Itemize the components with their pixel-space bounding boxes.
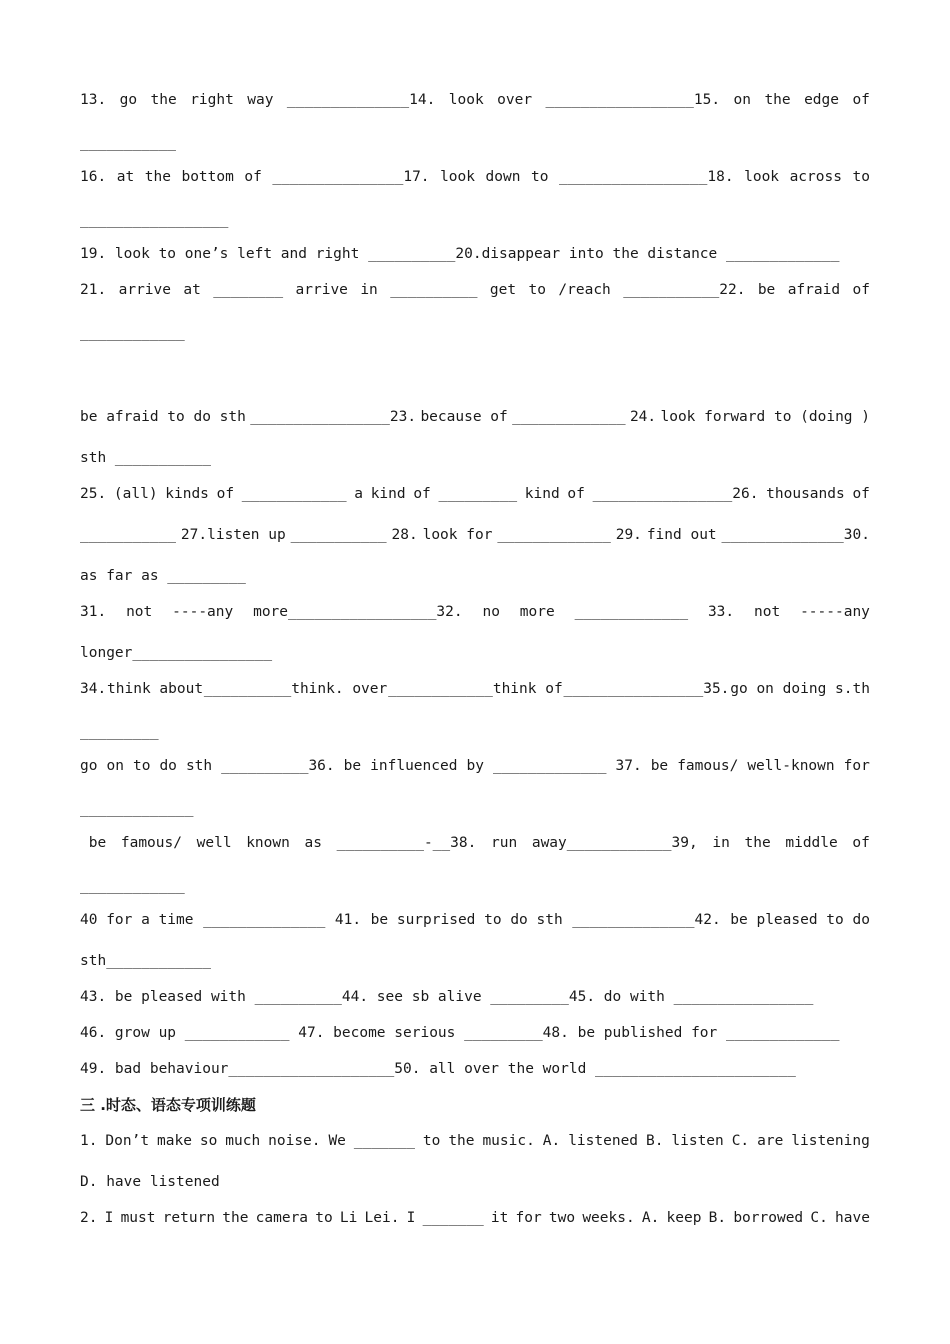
line-word: the bbox=[144, 169, 171, 185]
worksheet-line: 49. bad behaviour___________________50. all over the world _______________________ bbox=[80, 1061, 796, 1077]
line-word: weeks. bbox=[582, 1210, 635, 1226]
line-word: over bbox=[497, 92, 533, 108]
worksheet-line: 46. grow up ____________ 47. become serious _________48. be published for _____________ bbox=[80, 1025, 840, 1041]
line-word: __________36. bbox=[221, 758, 335, 774]
line-word: C. bbox=[810, 1210, 828, 1226]
line-word: _________ bbox=[438, 486, 518, 502]
line-word: _______________17. bbox=[272, 169, 430, 185]
line-word: the bbox=[150, 92, 177, 108]
line-word: (all) bbox=[113, 486, 158, 502]
line-word: Don’t bbox=[105, 1133, 150, 1149]
worksheet-line: _________________ bbox=[80, 212, 229, 228]
line-word: middle bbox=[785, 835, 838, 851]
line-word: look for bbox=[422, 527, 493, 543]
line-word: -----any bbox=[800, 604, 870, 620]
line-word: B. bbox=[645, 1133, 664, 1149]
line-word: do bbox=[159, 758, 177, 774]
line-word: be pleased to do bbox=[730, 912, 870, 928]
line-word: in bbox=[360, 282, 378, 298]
worksheet-line bbox=[80, 525, 870, 545]
line-word: ______________ bbox=[203, 912, 326, 928]
line-word: across bbox=[789, 169, 842, 185]
line-word: of bbox=[216, 486, 235, 502]
worksheet-line bbox=[80, 833, 870, 853]
worksheet-line: sth____________ bbox=[80, 953, 211, 969]
line-word: away____________39, bbox=[531, 835, 698, 851]
line-word: ____________ bbox=[241, 486, 347, 502]
worksheet-line: ____________ bbox=[80, 878, 185, 894]
line-word: in bbox=[712, 835, 730, 851]
line-word: A. bbox=[641, 1210, 660, 1226]
worksheet-line: _________ bbox=[80, 724, 159, 740]
line-word: to bbox=[530, 169, 549, 185]
line-word: not bbox=[754, 604, 781, 620]
line-word: noise. bbox=[268, 1133, 321, 1149]
line-word: run bbox=[490, 835, 518, 851]
line-word: arrive bbox=[118, 282, 171, 298]
worksheet-line: longer________________ bbox=[80, 645, 273, 661]
line-word: _______ bbox=[353, 1133, 415, 1149]
line-word: at bbox=[183, 282, 201, 298]
worksheet-line bbox=[80, 602, 870, 622]
line-word: 21. bbox=[80, 282, 107, 298]
line-word: _____________ bbox=[497, 527, 611, 543]
line-word: 13. bbox=[80, 92, 107, 108]
line-word: _______ bbox=[422, 1210, 484, 1226]
line-word: famous/ bbox=[677, 758, 739, 774]
worksheet-line: 19. look to one’s left and right __________20.disappear into the distance _____________ bbox=[80, 246, 840, 262]
line-word: 40 for a time bbox=[80, 912, 194, 928]
line-word: ________ bbox=[213, 282, 284, 298]
worksheet-line: 43. be pleased with __________44. see sb alive _________45. do with ________________ bbox=[80, 989, 814, 1005]
line-word: to bbox=[422, 1133, 441, 1149]
worksheet-line: _____________ bbox=[80, 801, 194, 817]
line-word: _____________ bbox=[574, 604, 689, 620]
line-word: way bbox=[247, 92, 274, 108]
worksheet-line bbox=[80, 484, 870, 504]
line-word: not bbox=[126, 604, 153, 620]
line-word: B. bbox=[708, 1210, 727, 1226]
line-word: _____________ bbox=[512, 409, 626, 425]
line-word: of bbox=[852, 92, 870, 108]
line-word: _____________ bbox=[492, 758, 607, 774]
line-word: __________think. over bbox=[203, 681, 388, 697]
line-word: go on doing s.th bbox=[730, 681, 870, 697]
line-word: be bbox=[80, 835, 107, 851]
line-word: __________-__38. bbox=[336, 835, 477, 851]
line-word: 24. bbox=[629, 409, 657, 425]
worksheet-line bbox=[80, 167, 870, 187]
line-word: the bbox=[222, 1210, 249, 1226]
line-word: 1. bbox=[80, 1133, 98, 1149]
line-word: be bbox=[650, 758, 669, 774]
line-word: the bbox=[744, 835, 771, 851]
worksheet-line bbox=[80, 1131, 870, 1151]
line-word: Lei. bbox=[364, 1210, 400, 1226]
line-word: ________________26. bbox=[592, 486, 759, 502]
line-word: well-known bbox=[747, 758, 835, 774]
line-word: look forward to (doing ) bbox=[660, 409, 870, 425]
line-word: look bbox=[744, 169, 780, 185]
line-word: of bbox=[567, 486, 585, 502]
line-word: to bbox=[132, 758, 151, 774]
line-word: to bbox=[315, 1210, 333, 1226]
line-word: ______________14. bbox=[286, 92, 436, 108]
line-word: no bbox=[482, 604, 500, 620]
line-word: I bbox=[104, 1210, 114, 1226]
line-word: bottom bbox=[181, 169, 234, 185]
worksheet-line bbox=[80, 1208, 870, 1228]
line-word: _________________18. bbox=[558, 169, 734, 185]
line-word: the bbox=[764, 92, 791, 108]
line-word: ________________35. bbox=[563, 681, 730, 697]
line-word: A. bbox=[542, 1133, 561, 1149]
line-word: listening bbox=[791, 1133, 870, 1149]
line-word: influenced bbox=[370, 758, 458, 774]
line-word: of bbox=[852, 835, 870, 851]
line-word: because of bbox=[420, 409, 508, 425]
worksheet-line bbox=[80, 90, 870, 110]
line-word: ___________ bbox=[290, 527, 387, 543]
line-word: borrowed bbox=[733, 1210, 804, 1226]
line-word: more bbox=[519, 604, 555, 620]
line-word: I bbox=[406, 1210, 416, 1226]
line-word: 2. bbox=[80, 1210, 98, 1226]
worksheet-line: as far as _________ bbox=[80, 568, 246, 584]
line-word: go bbox=[80, 758, 98, 774]
line-word: thousands bbox=[766, 486, 845, 502]
line-word: of bbox=[852, 282, 870, 298]
line-word: more_________________32. bbox=[253, 604, 463, 620]
line-word: to bbox=[852, 169, 870, 185]
line-word: ______________30. bbox=[721, 527, 870, 543]
line-word: famous/ bbox=[120, 835, 182, 851]
line-word: ___________22. bbox=[623, 282, 746, 298]
line-word: think about bbox=[107, 681, 204, 697]
line-word: afraid bbox=[787, 282, 841, 298]
line-word: go bbox=[119, 92, 138, 108]
line-word: look bbox=[448, 92, 484, 108]
line-word: a bbox=[354, 486, 363, 502]
line-word: of bbox=[413, 486, 431, 502]
line-word: be afraid to do sth bbox=[80, 409, 246, 425]
line-word: 41. bbox=[334, 912, 362, 928]
line-word: down bbox=[485, 169, 521, 185]
line-word: return bbox=[162, 1210, 216, 1226]
line-word: edge bbox=[804, 92, 839, 108]
line-word: be bbox=[757, 282, 776, 298]
line-word: on bbox=[733, 92, 751, 108]
line-word: the bbox=[448, 1133, 475, 1149]
line-word: ----any bbox=[172, 604, 234, 620]
line-word: camera bbox=[255, 1210, 309, 1226]
line-word: 16. bbox=[80, 169, 107, 185]
line-word: 28. bbox=[391, 527, 418, 543]
line-word: C. bbox=[731, 1133, 750, 1149]
line-word: well bbox=[196, 835, 232, 851]
worksheet-line: sth ___________ bbox=[80, 450, 211, 466]
line-word: by bbox=[466, 758, 484, 774]
line-word: ___________ bbox=[80, 527, 177, 543]
line-word: ____________think of bbox=[388, 681, 563, 697]
section-heading: 三 .时态、语态专项训练题 bbox=[80, 1096, 256, 1114]
line-word: for bbox=[515, 1210, 542, 1226]
line-word: find out bbox=[646, 527, 717, 543]
line-word: have bbox=[835, 1210, 870, 1226]
worksheet-line bbox=[80, 679, 870, 699]
line-word: _________________15. bbox=[545, 92, 721, 108]
worksheet-line: D. have listened bbox=[80, 1174, 220, 1190]
line-word: keep bbox=[666, 1210, 702, 1226]
worksheet-line: ____________ bbox=[80, 325, 185, 341]
line-word: make bbox=[157, 1133, 192, 1149]
line-word: 27.listen up bbox=[180, 527, 286, 543]
line-word: 37. bbox=[615, 758, 642, 774]
line-word: kind bbox=[524, 486, 560, 502]
line-word: on bbox=[106, 758, 124, 774]
line-word: __________ bbox=[390, 282, 478, 298]
line-word: at bbox=[116, 169, 135, 185]
line-word: look bbox=[440, 169, 475, 185]
line-word: 33. bbox=[707, 604, 735, 620]
worksheet-line bbox=[80, 756, 870, 776]
line-word: as bbox=[304, 835, 322, 851]
line-word: get bbox=[489, 282, 517, 298]
line-word: /reach bbox=[558, 282, 611, 298]
line-word: are bbox=[757, 1133, 784, 1149]
line-word: two bbox=[548, 1210, 576, 1226]
line-word: be surprised to do sth bbox=[370, 912, 563, 928]
line-word: much bbox=[225, 1133, 261, 1149]
line-word: so bbox=[199, 1133, 218, 1149]
line-word: arrive bbox=[295, 282, 348, 298]
line-word: known bbox=[246, 835, 290, 851]
line-word: listened bbox=[568, 1133, 639, 1149]
line-word: right bbox=[190, 92, 234, 108]
line-word: sth bbox=[185, 758, 213, 774]
line-word: music. bbox=[482, 1133, 535, 1149]
line-word: it bbox=[490, 1210, 509, 1226]
line-word: 31. bbox=[80, 604, 107, 620]
line-word: We bbox=[328, 1133, 346, 1149]
line-word: ______________42. bbox=[572, 912, 721, 928]
line-word: must bbox=[120, 1210, 156, 1226]
worksheet-line bbox=[80, 407, 870, 427]
line-word: be bbox=[343, 758, 362, 774]
line-word: Li bbox=[339, 1210, 358, 1226]
line-word: 29. bbox=[615, 527, 642, 543]
line-word: listen bbox=[671, 1133, 724, 1149]
worksheet-line bbox=[80, 280, 870, 300]
line-word: 25. bbox=[80, 486, 107, 502]
line-word: kind bbox=[370, 486, 406, 502]
line-word: ________________23. bbox=[250, 409, 417, 425]
worksheet-line bbox=[80, 910, 870, 930]
line-word: 34. bbox=[80, 681, 107, 697]
line-word: to bbox=[528, 282, 546, 298]
line-word: of bbox=[244, 169, 262, 185]
line-word: of bbox=[852, 486, 870, 502]
line-word: for bbox=[843, 758, 870, 774]
line-word: kinds bbox=[165, 486, 209, 502]
worksheet-line: ___________ bbox=[80, 135, 177, 151]
